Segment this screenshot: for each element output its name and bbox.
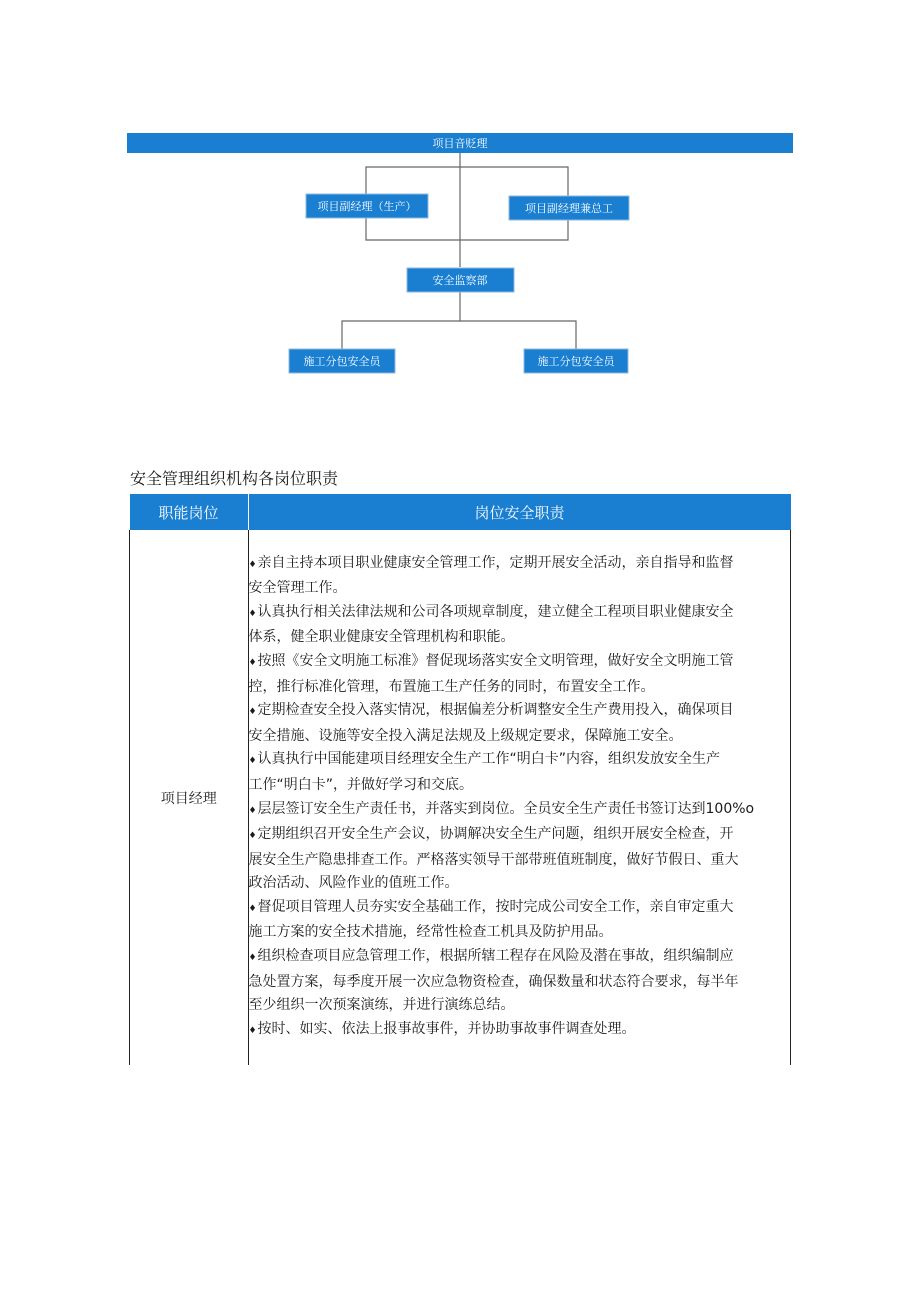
duty-text: 工作“明白卡”，并做好学习和交底。 bbox=[248, 776, 474, 793]
duty-text: 施工方案的安全技术措施，经常性检查工机具及防护用品。 bbox=[248, 924, 613, 941]
duty-text: 层层签订安全生产责任书，并落实到岗位。全员安全生产责任书签订达到100%o bbox=[257, 800, 755, 817]
duty-line bbox=[249, 676, 791, 700]
diamond-bullet-icon: ♦ bbox=[248, 953, 257, 964]
duty-text: 政治活动、风险作业的值班工作。 bbox=[248, 875, 459, 892]
duty-text: 督促项目管理人员夯实安全基础工作，按时完成公司安全工作，亲自审定重大 bbox=[257, 898, 734, 915]
deputy-chief-engineer-label: 项目副经理兼总工 bbox=[525, 202, 613, 215]
duty-text: 组织检查项目应急管理工作，根据所辖工程存在风险及潜在事故，组织编制应 bbox=[257, 948, 734, 965]
diamond-bullet-icon: ♦ bbox=[248, 559, 257, 570]
diamond-bullet-icon: ♦ bbox=[248, 608, 257, 619]
org-chart bbox=[0, 0, 920, 400]
duty-line bbox=[249, 552, 791, 578]
duty-table bbox=[129, 494, 791, 1065]
safety-department-label: 安全监察部 bbox=[432, 274, 488, 287]
header-role: 职能岗位 bbox=[130, 494, 249, 530]
duty-line bbox=[249, 921, 791, 945]
duty-line bbox=[249, 725, 791, 749]
duty-line bbox=[249, 872, 791, 896]
duty-line bbox=[249, 971, 791, 995]
duty-text: 安全管理工作。 bbox=[248, 580, 347, 597]
duty-line bbox=[249, 626, 791, 650]
org-chart-connectors bbox=[342, 153, 576, 350]
duty-line bbox=[249, 896, 791, 922]
duty-table-header-row bbox=[130, 494, 791, 530]
duty-line bbox=[249, 748, 791, 774]
header-duties: 岗位安全职责 bbox=[248, 494, 791, 530]
duty-line bbox=[249, 823, 791, 849]
duty-line bbox=[249, 774, 791, 798]
duty-text: 认真执行中国能建项目经理安全生产工作“明白卡”内容，组织发放安全生产 bbox=[257, 751, 721, 768]
duty-text: 安全措施、设施等安全投入满足法规及上级规定要求，保障施工安全。 bbox=[248, 727, 683, 744]
duty-text: 认真执行相关法律法规和公司各项规章制度，建立健全工程项目职业健康安全 bbox=[257, 603, 734, 620]
duty-line bbox=[249, 1018, 791, 1044]
deputy-production-label: 项目副经理（生产） bbox=[317, 200, 417, 213]
diamond-bullet-icon: ♦ bbox=[248, 831, 257, 842]
section-title: 安全管理组织机构各岗位职责 bbox=[130, 469, 339, 488]
duty-line bbox=[249, 945, 791, 971]
duty-line bbox=[249, 849, 791, 873]
top-manager-label: 项目音贬理 bbox=[432, 137, 488, 150]
duty-line bbox=[249, 994, 791, 1018]
duty-line bbox=[249, 577, 791, 601]
duty-text: 控，推行标准化管理，布置施工生产任务的同时，布置安全工作。 bbox=[248, 678, 655, 695]
duty-text: 按照《安全文明施工标准》督促现场落实安全文明管理，做好安全文明施工管 bbox=[257, 652, 734, 669]
duty-text: 急处置方案，每季度开展一次应急物资检查，确保数量和状态符合要求，每半年 bbox=[248, 973, 739, 990]
duty-text: 按时、如实、依法上报事故事件，并协助事故事件调查处理。 bbox=[257, 1020, 636, 1037]
duty-text: 亲自主持本项目职业健康安全管理工作，定期开展安全活动，亲自指导和监督 bbox=[257, 554, 734, 571]
subcontract-officer-right-label: 施工分包安全员 bbox=[537, 355, 615, 368]
diamond-bullet-icon: ♦ bbox=[248, 1025, 257, 1036]
duty-text: 展安全生产隐患排查工作。严格落实领导干部带班值班制度，做好节假日、重大 bbox=[248, 851, 739, 868]
diamond-bullet-icon: ♦ bbox=[248, 805, 257, 816]
duty-line bbox=[249, 601, 791, 627]
duties-cell bbox=[248, 530, 791, 1065]
diamond-bullet-icon: ♦ bbox=[248, 657, 257, 668]
diamond-bullet-icon: ♦ bbox=[248, 903, 257, 914]
subcontract-officer-left-label: 施工分包安全员 bbox=[303, 355, 381, 368]
duty-line bbox=[249, 699, 791, 725]
duty-line bbox=[249, 650, 791, 676]
duty-line bbox=[249, 798, 791, 824]
duty-text: 定期检查安全投入落实情况，根据偏差分析调整安全生产费用投入，确保项目 bbox=[257, 702, 734, 719]
duty-text: 体系，健全职业健康安全管理机构和职能。 bbox=[248, 629, 515, 646]
duty-list bbox=[249, 552, 791, 1044]
diamond-bullet-icon: ♦ bbox=[248, 707, 257, 718]
diamond-bullet-icon: ♦ bbox=[248, 756, 257, 767]
duty-text: 定期组织召开安全生产会议，协调解决安全生产问题，组织开展安全检查，开 bbox=[257, 826, 734, 843]
duty-text: 至少组织一次预案演练，并进行演练总结。 bbox=[248, 997, 515, 1014]
table-row bbox=[130, 530, 791, 1065]
role-cell: 项目经理 bbox=[130, 530, 249, 1065]
